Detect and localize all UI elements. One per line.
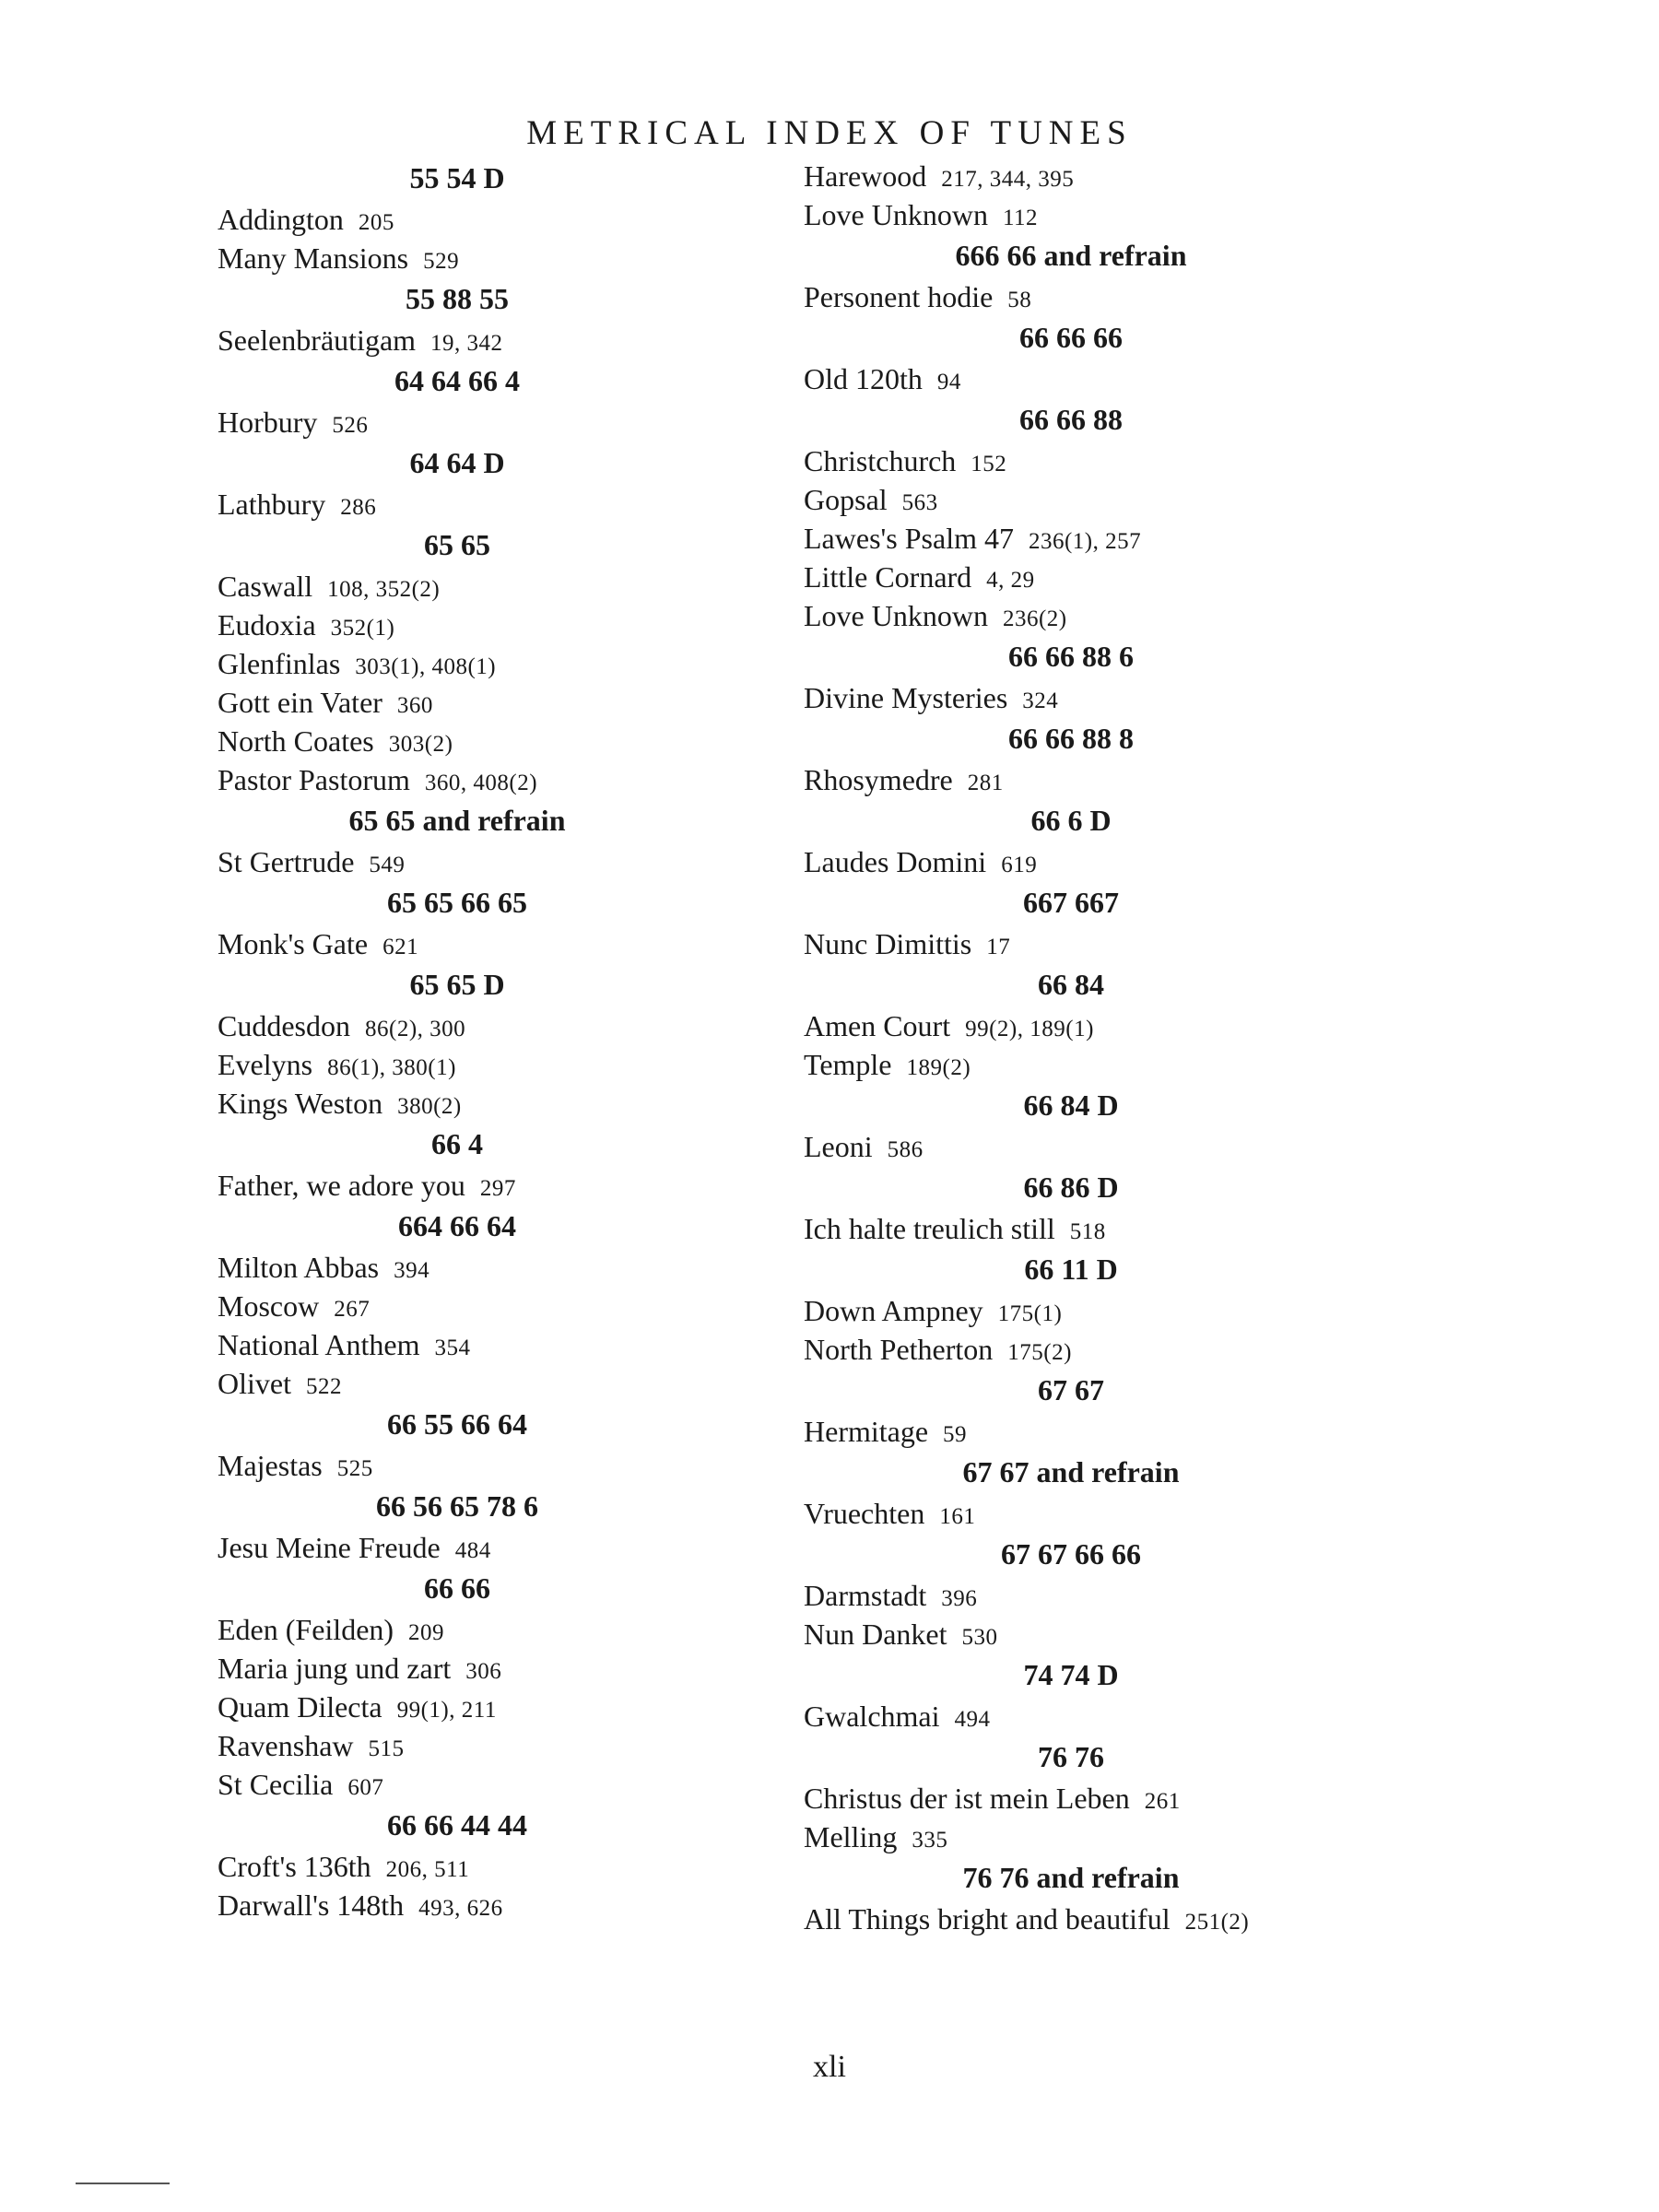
hymn-numbers: 4, 29 (986, 568, 1035, 593)
meter-heading: 667 667 (1023, 886, 1119, 919)
tune-entry (804, 1006, 1357, 1045)
tune-entry (218, 1084, 734, 1123)
tune-name: Gott ein Vater (218, 686, 382, 719)
meter-heading: 66 66 (424, 1571, 490, 1605)
meter-heading: 65 65 (424, 528, 490, 561)
hymn-numbers: 396 (941, 1586, 978, 1611)
tune-name: Darwall's 148th (218, 1888, 405, 1922)
tune-entry (218, 1765, 734, 1804)
hymn-numbers: 380(2) (397, 1094, 462, 1119)
hymn-numbers: 306 (465, 1659, 502, 1684)
hymn-numbers: 236(1), 257 (1028, 529, 1142, 554)
tune-entry (218, 1726, 734, 1765)
hymn-numbers: 86(2), 300 (365, 1017, 466, 1041)
tune-name: Horbury (218, 406, 318, 439)
meter-heading: 66 86 D (1023, 1171, 1119, 1204)
tune-name: Eudoxia (218, 608, 316, 641)
hymn-numbers: 19, 342 (430, 331, 503, 356)
hymn-numbers: 493, 626 (418, 1896, 503, 1921)
tune-name: Father, we adore you (218, 1169, 465, 1202)
tune-name: Maria jung und zart (218, 1652, 452, 1685)
hymn-numbers: 108, 352(2) (327, 577, 441, 602)
hymn-numbers: 484 (454, 1538, 491, 1563)
tune-entry (804, 441, 1357, 480)
meter-heading: 64 64 66 4 (394, 364, 520, 397)
hymn-numbers: 324 (1022, 688, 1059, 713)
tune-name: Vruechten (804, 1497, 925, 1530)
footer-rule (76, 2183, 170, 2184)
hymn-numbers: 99(1), 211 (396, 1698, 497, 1723)
tune-entry (218, 722, 734, 760)
hymn-numbers: 352(1) (330, 616, 395, 641)
tune-entry (804, 195, 1357, 234)
tune-entry (218, 644, 734, 683)
meter-heading: 67 67 and refrain (962, 1455, 1180, 1488)
meter-heading: 67 67 (1038, 1373, 1104, 1406)
tune-name: Christchurch (804, 444, 957, 477)
tune-entry (804, 1291, 1357, 1330)
tune-entry (804, 596, 1357, 635)
tune-name: Amen Court (804, 1009, 951, 1042)
hymn-numbers: 494 (954, 1707, 991, 1732)
meter-heading: 74 74 D (1023, 1658, 1119, 1691)
hymn-numbers: 586 (887, 1137, 924, 1162)
tune-entry (218, 239, 734, 277)
tune-name: Ich halte treulich still (804, 1212, 1055, 1245)
meter-heading: 66 66 44 44 (387, 1808, 527, 1841)
hymn-numbers: 58 (1007, 288, 1032, 312)
meter-heading: 65 65 66 65 (387, 886, 527, 919)
hymn-numbers: 99(2), 189(1) (965, 1017, 1094, 1041)
tune-name: Eden (Feilden) (218, 1613, 394, 1646)
tune-entry (218, 842, 734, 881)
tune-entry (804, 519, 1357, 558)
tune-entry (804, 924, 1357, 963)
tune-name: Harewood (804, 159, 927, 193)
tune-entry (804, 678, 1357, 717)
tune-name: North Coates (218, 724, 374, 758)
tune-entry (218, 606, 734, 644)
hymn-numbers: 59 (943, 1422, 968, 1447)
tune-entry (218, 1610, 734, 1649)
tune-entry (218, 1446, 734, 1485)
tune-name: Kings Weston (218, 1087, 383, 1120)
meter-heading: 66 66 88 6 (1008, 640, 1134, 673)
hymn-numbers: 530 (961, 1625, 998, 1650)
tune-entry (804, 1127, 1357, 1166)
tune-entry (218, 1166, 734, 1205)
hymn-numbers: 549 (369, 853, 406, 877)
hymn-numbers: 94 (936, 370, 961, 394)
tune-entry (218, 1248, 734, 1287)
tune-entry (804, 1779, 1357, 1818)
tune-name: Jesu Meine Freude (218, 1531, 441, 1564)
hymn-numbers: 394 (394, 1258, 430, 1283)
tune-entry (218, 1006, 734, 1045)
tune-entry (218, 1847, 734, 1886)
hymn-numbers: 286 (340, 495, 377, 520)
tune-name: Gwalchmai (804, 1700, 940, 1733)
tune-name: North Petherton (804, 1333, 994, 1366)
tune-name: Gopsal (804, 483, 888, 516)
hymn-numbers: 526 (332, 413, 369, 438)
tune-entry (804, 760, 1357, 799)
tune-entry (218, 1886, 734, 1924)
left-column (218, 157, 734, 1924)
meter-heading: 66 11 D (1024, 1253, 1118, 1286)
hymn-numbers: 515 (368, 1736, 405, 1761)
hymn-numbers: 529 (423, 249, 460, 274)
tune-name: Majestas (218, 1449, 323, 1482)
hymn-numbers: 206, 511 (385, 1857, 470, 1882)
tune-entry (218, 1364, 734, 1403)
tune-name: Lawes's Psalm 47 (804, 522, 1014, 555)
hymn-numbers: 360, 408(2) (424, 771, 538, 795)
hymn-numbers: 303(1), 408(1) (355, 654, 497, 679)
meter-heading: 66 66 66 (1019, 321, 1123, 354)
hymn-numbers: 17 (986, 935, 1011, 959)
hymn-numbers: 261 (1144, 1789, 1181, 1814)
hymn-numbers: 251(2) (1184, 1910, 1250, 1935)
tune-name: Down Ampney (804, 1294, 983, 1327)
meter-heading: 66 84 (1038, 968, 1104, 1001)
meter-heading: 666 66 and refrain (955, 239, 1187, 272)
tune-entry (218, 1649, 734, 1688)
tune-name: Laudes Domini (804, 845, 987, 878)
tune-entry (804, 1697, 1357, 1735)
hymn-numbers: 518 (1069, 1219, 1106, 1244)
tune-name: Old 120th (804, 362, 923, 395)
right-column (804, 157, 1357, 1938)
hymn-numbers: 360 (396, 693, 433, 718)
hymn-numbers: 354 (434, 1335, 471, 1360)
tune-name: Monk's Gate (218, 927, 369, 960)
tune-name: Nunc Dimittis (804, 927, 972, 960)
tune-entry (804, 1900, 1357, 1938)
tune-name: All Things bright and beautiful (804, 1902, 1171, 1936)
tune-name: Many Mansions (218, 241, 409, 275)
tune-entry (804, 157, 1357, 195)
hymn-numbers: 175(1) (997, 1301, 1063, 1326)
tune-name: Personent hodie (804, 280, 994, 313)
tune-name: Ravenshaw (218, 1729, 354, 1762)
tune-entry (218, 683, 734, 722)
tune-entry (804, 1412, 1357, 1451)
meter-heading: 55 54 D (409, 161, 505, 194)
hymn-numbers: 189(2) (906, 1055, 971, 1080)
hymn-numbers: 161 (939, 1504, 976, 1529)
tune-entry (218, 1045, 734, 1084)
tune-name: Croft's 136th (218, 1850, 371, 1883)
tune-name: Love Unknown (804, 599, 988, 632)
tune-name: Leoni (804, 1130, 873, 1163)
tune-name: Glenfinlas (218, 647, 341, 680)
page-title: METRICAL INDEX OF TUNES (526, 113, 1133, 152)
tune-name: Caswall (218, 570, 313, 603)
tune-entry (218, 1287, 734, 1325)
hymn-numbers: 112 (1002, 206, 1039, 230)
tune-name: Nun Danket (804, 1618, 947, 1651)
tune-entry (804, 1330, 1357, 1369)
tune-entry (804, 480, 1357, 519)
meter-heading: 66 56 65 78 6 (376, 1489, 538, 1523)
tune-name: Melling (804, 1820, 898, 1853)
hymn-numbers: 205 (358, 210, 394, 235)
meter-heading: 664 66 64 (398, 1209, 516, 1242)
tune-entry (804, 1615, 1357, 1653)
meter-heading: 64 64 D (409, 446, 505, 479)
tune-entry (218, 567, 734, 606)
hymn-numbers: 619 (1001, 853, 1038, 877)
hymn-numbers: 209 (408, 1620, 445, 1645)
hymn-numbers: 217, 344, 395 (941, 167, 1075, 192)
hymn-numbers: 267 (334, 1297, 371, 1322)
tune-entry (218, 485, 734, 524)
meter-heading: 65 65 D (409, 968, 505, 1001)
tune-entry (218, 924, 734, 963)
meter-heading: 66 55 66 64 (387, 1407, 527, 1441)
hymn-numbers: 621 (382, 935, 419, 959)
meter-heading: 66 6 D (1030, 804, 1112, 837)
tune-entry (804, 842, 1357, 881)
tune-entry (218, 760, 734, 799)
hymn-numbers: 281 (967, 771, 1004, 795)
tune-name: Darmstadt (804, 1579, 927, 1612)
page-number: xli (813, 2050, 846, 2084)
meter-heading: 76 76 (1038, 1740, 1104, 1773)
meter-heading: 66 66 88 (1019, 403, 1123, 436)
meter-heading: 66 84 D (1023, 1088, 1119, 1122)
tune-entry (804, 359, 1357, 398)
tune-entry (218, 1688, 734, 1726)
tune-name: Olivet (218, 1367, 291, 1400)
hymn-numbers: 297 (479, 1176, 516, 1201)
tune-entry (218, 403, 734, 441)
tune-name: Little Cornard (804, 560, 972, 594)
tune-name: National Anthem (218, 1328, 420, 1361)
meter-heading: 66 66 88 8 (1008, 722, 1134, 755)
tune-entry (218, 321, 734, 359)
hymn-numbers: 607 (347, 1775, 384, 1800)
hymn-numbers: 335 (912, 1828, 948, 1853)
tune-name: Christus der ist mein Leben (804, 1782, 1130, 1815)
meter-heading: 65 65 and refrain (348, 804, 566, 837)
tune-name: Evelyns (218, 1048, 313, 1081)
tune-name: Lathbury (218, 488, 326, 521)
tune-name: Hermitage (804, 1415, 929, 1448)
tune-name: Rhosymedre (804, 763, 953, 796)
hymn-numbers: 86(1), 380(1) (327, 1055, 456, 1080)
tune-name: Divine Mysteries (804, 681, 1008, 714)
hymn-numbers: 563 (901, 490, 938, 515)
tune-entry (218, 200, 734, 239)
tune-name: Quam Dilecta (218, 1690, 382, 1724)
meter-heading: 66 4 (431, 1127, 483, 1160)
tune-name: Temple (804, 1048, 892, 1081)
tune-entry (804, 1209, 1357, 1248)
tune-entry (804, 558, 1357, 596)
tune-name: Seelenbräutigam (218, 324, 417, 357)
meter-heading: 55 88 55 (406, 282, 509, 315)
meter-heading: 76 76 and refrain (962, 1861, 1180, 1894)
tune-entry (804, 1045, 1357, 1084)
tune-name: Pastor Pastorum (218, 763, 410, 796)
hymn-numbers: 175(2) (1007, 1340, 1072, 1365)
tune-entry (218, 1528, 734, 1567)
tune-name: St Cecilia (218, 1768, 334, 1801)
tune-entry (804, 1576, 1357, 1615)
tune-name: Addington (218, 203, 344, 236)
tune-name: St Gertrude (218, 845, 355, 878)
hymn-numbers: 236(2) (1002, 606, 1067, 631)
hymn-numbers: 522 (305, 1374, 342, 1399)
tune-name: Milton Abbas (218, 1251, 380, 1284)
tune-name: Moscow (218, 1289, 320, 1323)
tune-entry (804, 277, 1357, 316)
tune-entry (804, 1818, 1357, 1856)
tune-entry (804, 1494, 1357, 1533)
hymn-numbers: 303(2) (388, 732, 453, 757)
hymn-numbers: 525 (336, 1456, 373, 1481)
hymn-numbers: 152 (971, 452, 1007, 477)
tune-name: Cuddesdon (218, 1009, 350, 1042)
meter-heading: 67 67 66 66 (1001, 1537, 1141, 1571)
tune-name: Love Unknown (804, 198, 988, 231)
tune-entry (218, 1325, 734, 1364)
